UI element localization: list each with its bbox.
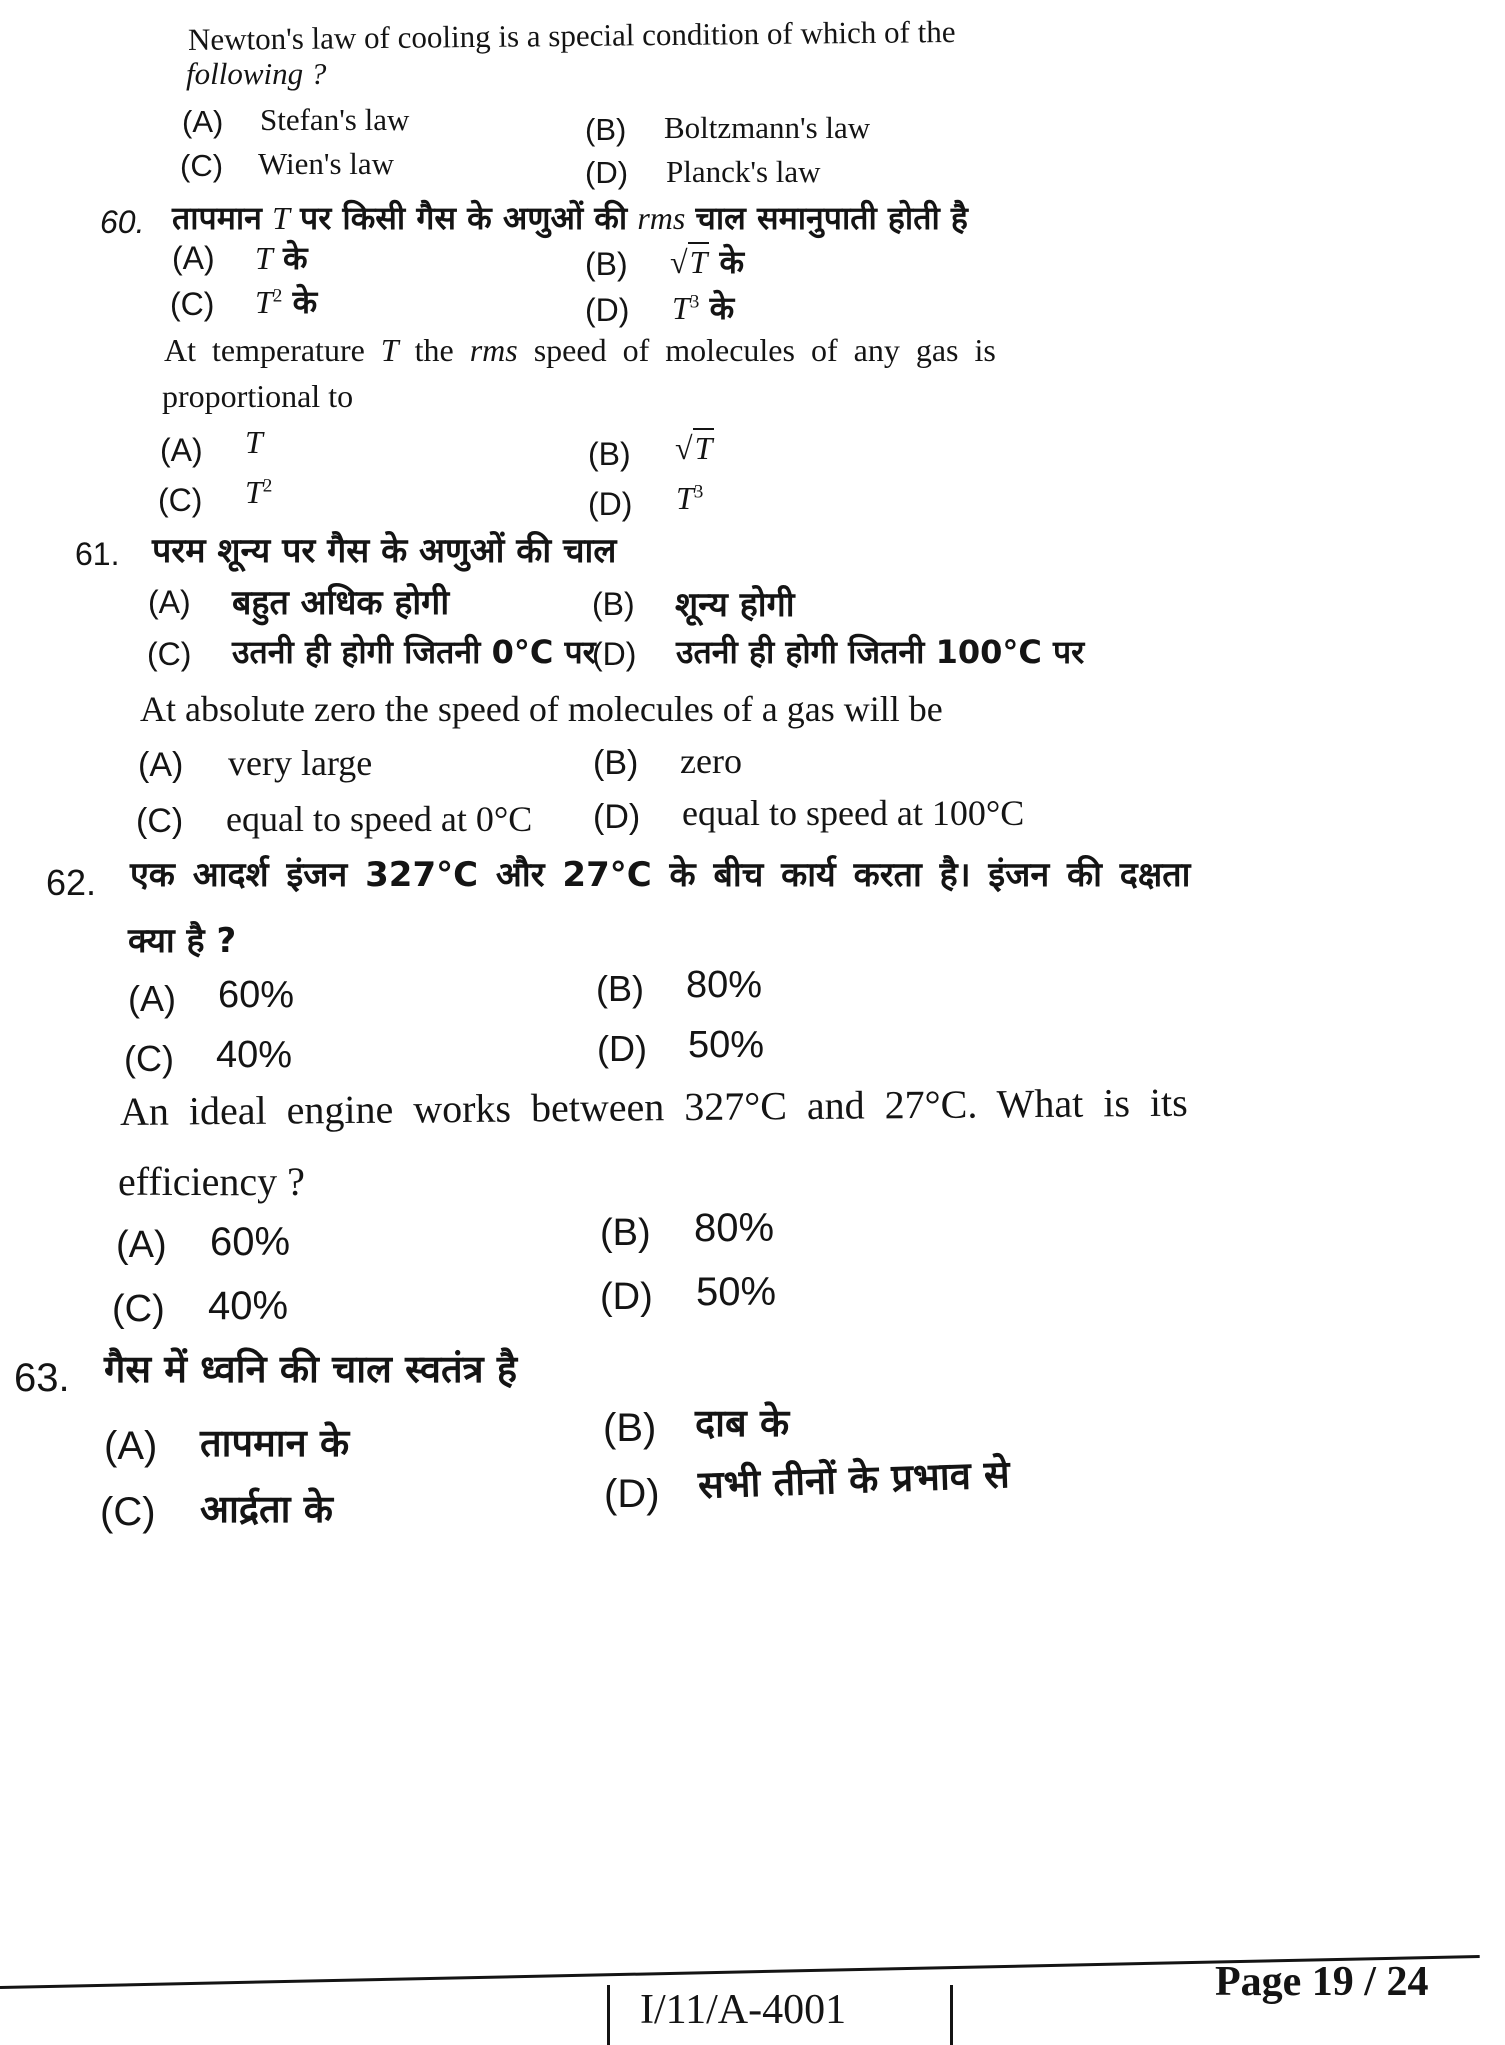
option-label-a-en: (A) <box>138 746 184 784</box>
question-text-english-line1: An ideal engine works between 327°C and 27°C. What is its <box>119 1079 1188 1134</box>
option-label-b: (B) <box>592 586 635 622</box>
page-number: Page 19 / 24 <box>1215 1959 1429 2005</box>
option-text-d: उतनी ही होगी जितनी 100°C पर <box>676 633 1085 671</box>
option-label-a: (A) <box>128 978 176 1019</box>
option-text-b-en: 80% <box>694 1206 775 1250</box>
option-text-a-en: T <box>245 424 263 460</box>
question-text-english-line1: At temperature T the rms speed of molecules of any gas is <box>164 332 996 368</box>
option-text-a: बहुत अधिक होगी <box>232 583 450 623</box>
option-text-c: $T^2$ के <box>255 283 318 321</box>
option-label-b: (B) <box>585 112 627 147</box>
option-text-a: तापमान के <box>200 1421 350 1465</box>
paper-code: I/11/A-4001 <box>640 1987 847 2033</box>
option-label-a: (A) <box>182 104 224 139</box>
question-text-english-line2: proportional to <box>162 378 354 414</box>
option-label-b: (B) <box>596 968 644 1009</box>
option-label-c-en: (C) <box>136 802 184 840</box>
option-label-b: (B) <box>603 1406 657 1450</box>
option-label-c: (C) <box>170 286 215 322</box>
option-text-c: Wien's law <box>258 146 395 181</box>
option-label-a-en: (A) <box>160 432 203 468</box>
option-text-d: 50% <box>688 1024 765 1066</box>
question-text-hindi: तापमान T पर किसी गैस के अणुओं की rms चाल समानुपाती होती है <box>172 199 968 237</box>
option-text-a-en: very large <box>228 743 373 783</box>
option-text-d-en: $T^3$ <box>676 480 704 516</box>
option-label-d-en: (D) <box>600 1276 653 1318</box>
option-label-d: (D) <box>585 292 630 328</box>
option-label-b-en: (B) <box>588 436 631 472</box>
option-text-b: शून्य होगी <box>675 585 795 625</box>
question-number: 60. <box>100 204 145 240</box>
question-number: 61. <box>75 536 120 572</box>
option-label-c: (C) <box>100 1490 156 1534</box>
option-text-a: 60% <box>218 974 295 1016</box>
option-text-b: √T के <box>670 243 745 281</box>
option-text-b: Boltzmann's law <box>664 110 871 145</box>
option-label-d: (D) <box>604 1472 660 1516</box>
option-text-c-en: 40% <box>208 1284 289 1328</box>
option-label-b-en: (B) <box>593 744 639 782</box>
option-text-c-en: equal to speed at 0°C <box>226 799 533 839</box>
option-label-c-en: (C) <box>112 1288 165 1330</box>
option-text-d: Planck's law <box>666 154 821 189</box>
option-label-b-en: (B) <box>600 1212 651 1254</box>
question-text-english: At absolute zero the speed of molecules of a gas will be <box>140 689 943 729</box>
question-number: 63. <box>14 1356 70 1400</box>
option-label-d: (D) <box>592 636 637 672</box>
option-text-d: $T^3$ के <box>672 289 735 327</box>
question-text-line2: following ? <box>186 56 327 91</box>
question-text-hindi-line1: एक आदर्श इंजन 327°C और 27°C के बीच कार्य करता है। इंजन की दक्षता <box>130 855 1191 895</box>
option-text-d: सभी तीनों के प्रभाव से <box>697 1452 1011 1507</box>
option-text-c: उतनी ही होगी जितनी 0°C पर <box>232 633 596 671</box>
option-label-a: (A) <box>148 584 191 620</box>
option-label-a: (A) <box>172 240 215 276</box>
option-text-d-en: 50% <box>696 1270 777 1314</box>
question-text-english-line2: efficiency ? <box>118 1159 305 1204</box>
option-label-d-en: (D) <box>588 486 633 522</box>
option-text-c-en: $T^2$ <box>245 474 273 510</box>
option-label-c-en: (C) <box>158 482 203 518</box>
option-text-b: दाब के <box>695 1401 790 1445</box>
option-text-b: 80% <box>686 964 763 1006</box>
option-text-d-en: equal to speed at 100°C <box>682 793 1025 833</box>
option-text-a: T के <box>255 239 308 277</box>
option-label-a-en: (A) <box>116 1224 167 1266</box>
option-label-c: (C) <box>124 1038 174 1079</box>
option-label-c: (C) <box>180 148 224 183</box>
option-label-d: (D) <box>585 155 629 190</box>
option-label-d-en: (D) <box>593 798 641 836</box>
option-text-a: Stefan's law <box>260 102 410 137</box>
question-number: 62. <box>46 862 97 903</box>
option-label-d: (D) <box>597 1028 647 1069</box>
question-text-hindi-line2: क्या है ? <box>128 921 237 961</box>
option-text-b-en: √T <box>675 430 713 466</box>
option-text-a-en: 60% <box>210 1220 291 1264</box>
option-text-c: 40% <box>216 1034 293 1076</box>
option-label-c: (C) <box>147 636 192 672</box>
question-text-line1: Newton's law of cooling is a special condition of which of the <box>187 13 956 58</box>
question-text-hindi: परम शून्य पर गैस के अणुओं की चाल <box>152 531 617 571</box>
option-label-a: (A) <box>104 1424 158 1468</box>
option-text-c: आर्द्रता के <box>200 1487 333 1531</box>
option-text-b-en: zero <box>680 741 742 781</box>
option-label-b: (B) <box>585 246 628 282</box>
question-text-hindi: गैस में ध्वनि की चाल स्वतंत्र है <box>104 1347 518 1391</box>
